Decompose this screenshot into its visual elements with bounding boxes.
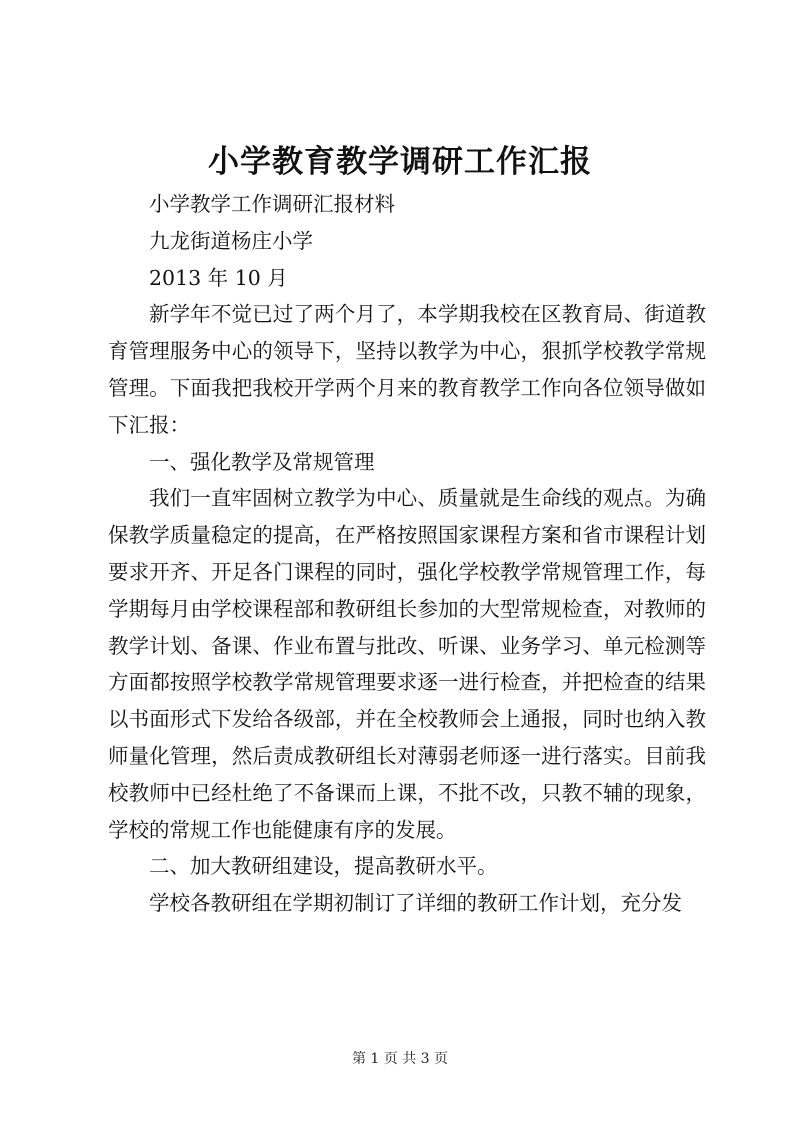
date-paragraph: 2013 年 10 月 bbox=[149, 265, 288, 290]
subtitle-paragraph: 小学教学工作调研汇报材料 bbox=[149, 192, 395, 216]
school-name-paragraph: 九龙街道杨庄小学 bbox=[149, 228, 313, 253]
section-heading-2: 二、加大教研组建设，提高教研水平。 bbox=[149, 854, 498, 879]
document-body bbox=[108, 186, 706, 922]
section-2-paragraph: 学校各教研组在学期初制订了详细的教研工作计划，充分发 bbox=[149, 891, 682, 916]
page-title: 小学教育教学调研工作汇报 bbox=[208, 144, 592, 180]
intro-paragraph: 新学年不觉已过了两个月了，本学期我校在区教育局、街道教育管理服务中心的领导下，坚持以教学为中心，狠抓学校教学常规管理。下面我把我校开学两个月来的教育教学工作向各位领导做如下汇报： bbox=[108, 302, 706, 437]
section-heading-1: 一、强化教学及常规管理 bbox=[149, 449, 375, 474]
page-footer: 第 1 页 共 3 页 bbox=[351, 1051, 449, 1067]
section-1-paragraph: 我们一直牢固树立教学为中心、质量就是生命线的观点。为确保教学质量稳定的提高，在严格按照国家课程方案和省市课程计划要求开齐、开足各门课程的同时，强化学校教学常规管理工作，每学期每月由学校课程部和教研组长参加的大型常规检查，对教师的教学计划、备课、作业布置与批改、听课、业务学习、单元检测等方面都按照学校教学常规管理要求逐一进行检查，并把检查的结果以书面形式下发给各级部，并在全校教师会上通报，同时也纳入教师量化管理，然后责成教研组长对薄弱老师逐一进行落实。目前我校教师中已经杜绝了不备课而上课，不批不改，只教不辅的现象，学校的常规工作也能健康有序的发展。 bbox=[108, 486, 706, 842]
